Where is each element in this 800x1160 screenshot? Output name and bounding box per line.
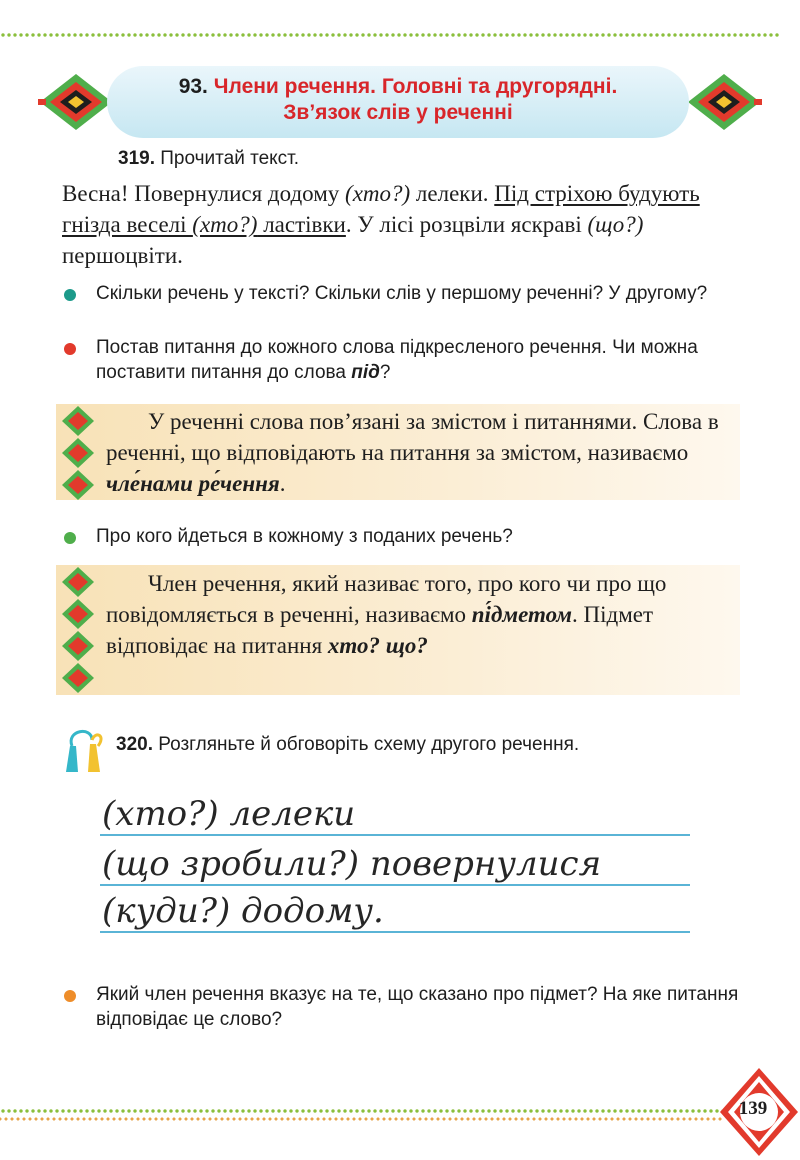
ornament-strip-icon: [56, 404, 100, 500]
text-part: Весна! Повернулися додому: [62, 181, 346, 206]
rule-term: пі́дметом: [471, 602, 572, 627]
rule-end: .: [279, 471, 286, 496]
bullet-red-icon: [64, 343, 76, 355]
lesson-title-line1: [107, 75, 689, 99]
rule-term: чле́нами ре́чення: [106, 471, 280, 496]
rule-box-1: [56, 404, 740, 500]
text-part: Під стріхою будують гнізда веселі: [62, 181, 700, 237]
scheme-line-1: (хто?) лелеки: [102, 794, 356, 834]
top-dotted-border: [0, 32, 780, 38]
text-part: ластівки: [257, 212, 346, 237]
question-3: Про кого йдеться в кожному з поданих речень?: [96, 526, 513, 547]
rule-1-text: [106, 406, 730, 499]
writing-line: [100, 884, 690, 886]
writing-line: [100, 931, 690, 933]
task-number: 319.: [118, 148, 155, 169]
task-319: [118, 148, 299, 170]
bottom-dotted-border: [0, 1108, 722, 1114]
bullet-green-icon: [64, 532, 76, 544]
task-320: [116, 734, 579, 756]
rule-2-text: [106, 568, 730, 661]
question-hint: (хто?): [345, 181, 411, 206]
page-number: 139: [738, 1098, 768, 1119]
reading-text: [62, 178, 742, 271]
bullet-orange-icon: [64, 990, 76, 1002]
bullet-teal-icon: [64, 289, 76, 301]
lesson-title-text: Члени речення. Головні та другорядні.: [213, 75, 618, 98]
question-4: Який член речення вказує на те, що сказано про підмет? На яке питання відповідає це слово?: [96, 984, 739, 1030]
bottom-dotted-border-orange: [0, 1116, 722, 1122]
writing-line: [100, 834, 690, 836]
question-2: [96, 335, 756, 385]
scheme-line-2: (що зробили?) повернулися: [102, 844, 602, 884]
rule-body: У реченні слова пов’язані за змістом і питаннями. Слова в реченні, що відповідають на питання за змістом, називаємо: [106, 409, 719, 465]
question-hint: (хто?): [192, 212, 258, 237]
lesson-number: 93.: [178, 75, 208, 98]
text-part: . У лісі розцвіли яскраві: [345, 212, 588, 237]
right-ornament-icon: [686, 72, 762, 132]
tassel-icon: [62, 726, 108, 774]
lesson-title-line2: Зв’язок слів у реченні: [283, 101, 513, 124]
task-number: 320.: [116, 734, 153, 755]
question-keyword: під: [351, 362, 380, 383]
question-hint: (що?): [587, 212, 644, 237]
ornament-strip-icon: [56, 565, 100, 695]
rule-question: хто? що?: [327, 633, 428, 658]
rule-box-2: [56, 565, 740, 695]
question-end: ?: [379, 362, 391, 383]
rule-body: Член речення, який називає того, про кого чи про що повідомляється в реченні, називаємо: [106, 571, 667, 627]
question-text: Постав питання до кожного слова підкресленого речення. Чи можна поставити питання до слова: [96, 337, 698, 383]
text-part: першоцвіти.: [62, 243, 183, 268]
scheme-line-3: (куди?) додому.: [102, 891, 384, 931]
rule-body: . Підмет відповідає на питання: [106, 602, 654, 658]
task-instruction: Розгляньте й обговоріть схему другого речення.: [158, 734, 580, 755]
task-instruction: Прочитай текст.: [160, 148, 300, 169]
question-1: Скільки речень у тексті? Скільки слів у першому реченні? У другому?: [96, 283, 708, 304]
text-part: лелеки.: [410, 181, 495, 206]
lesson-title-banner: [107, 66, 689, 138]
left-ornament-icon: [38, 72, 114, 132]
